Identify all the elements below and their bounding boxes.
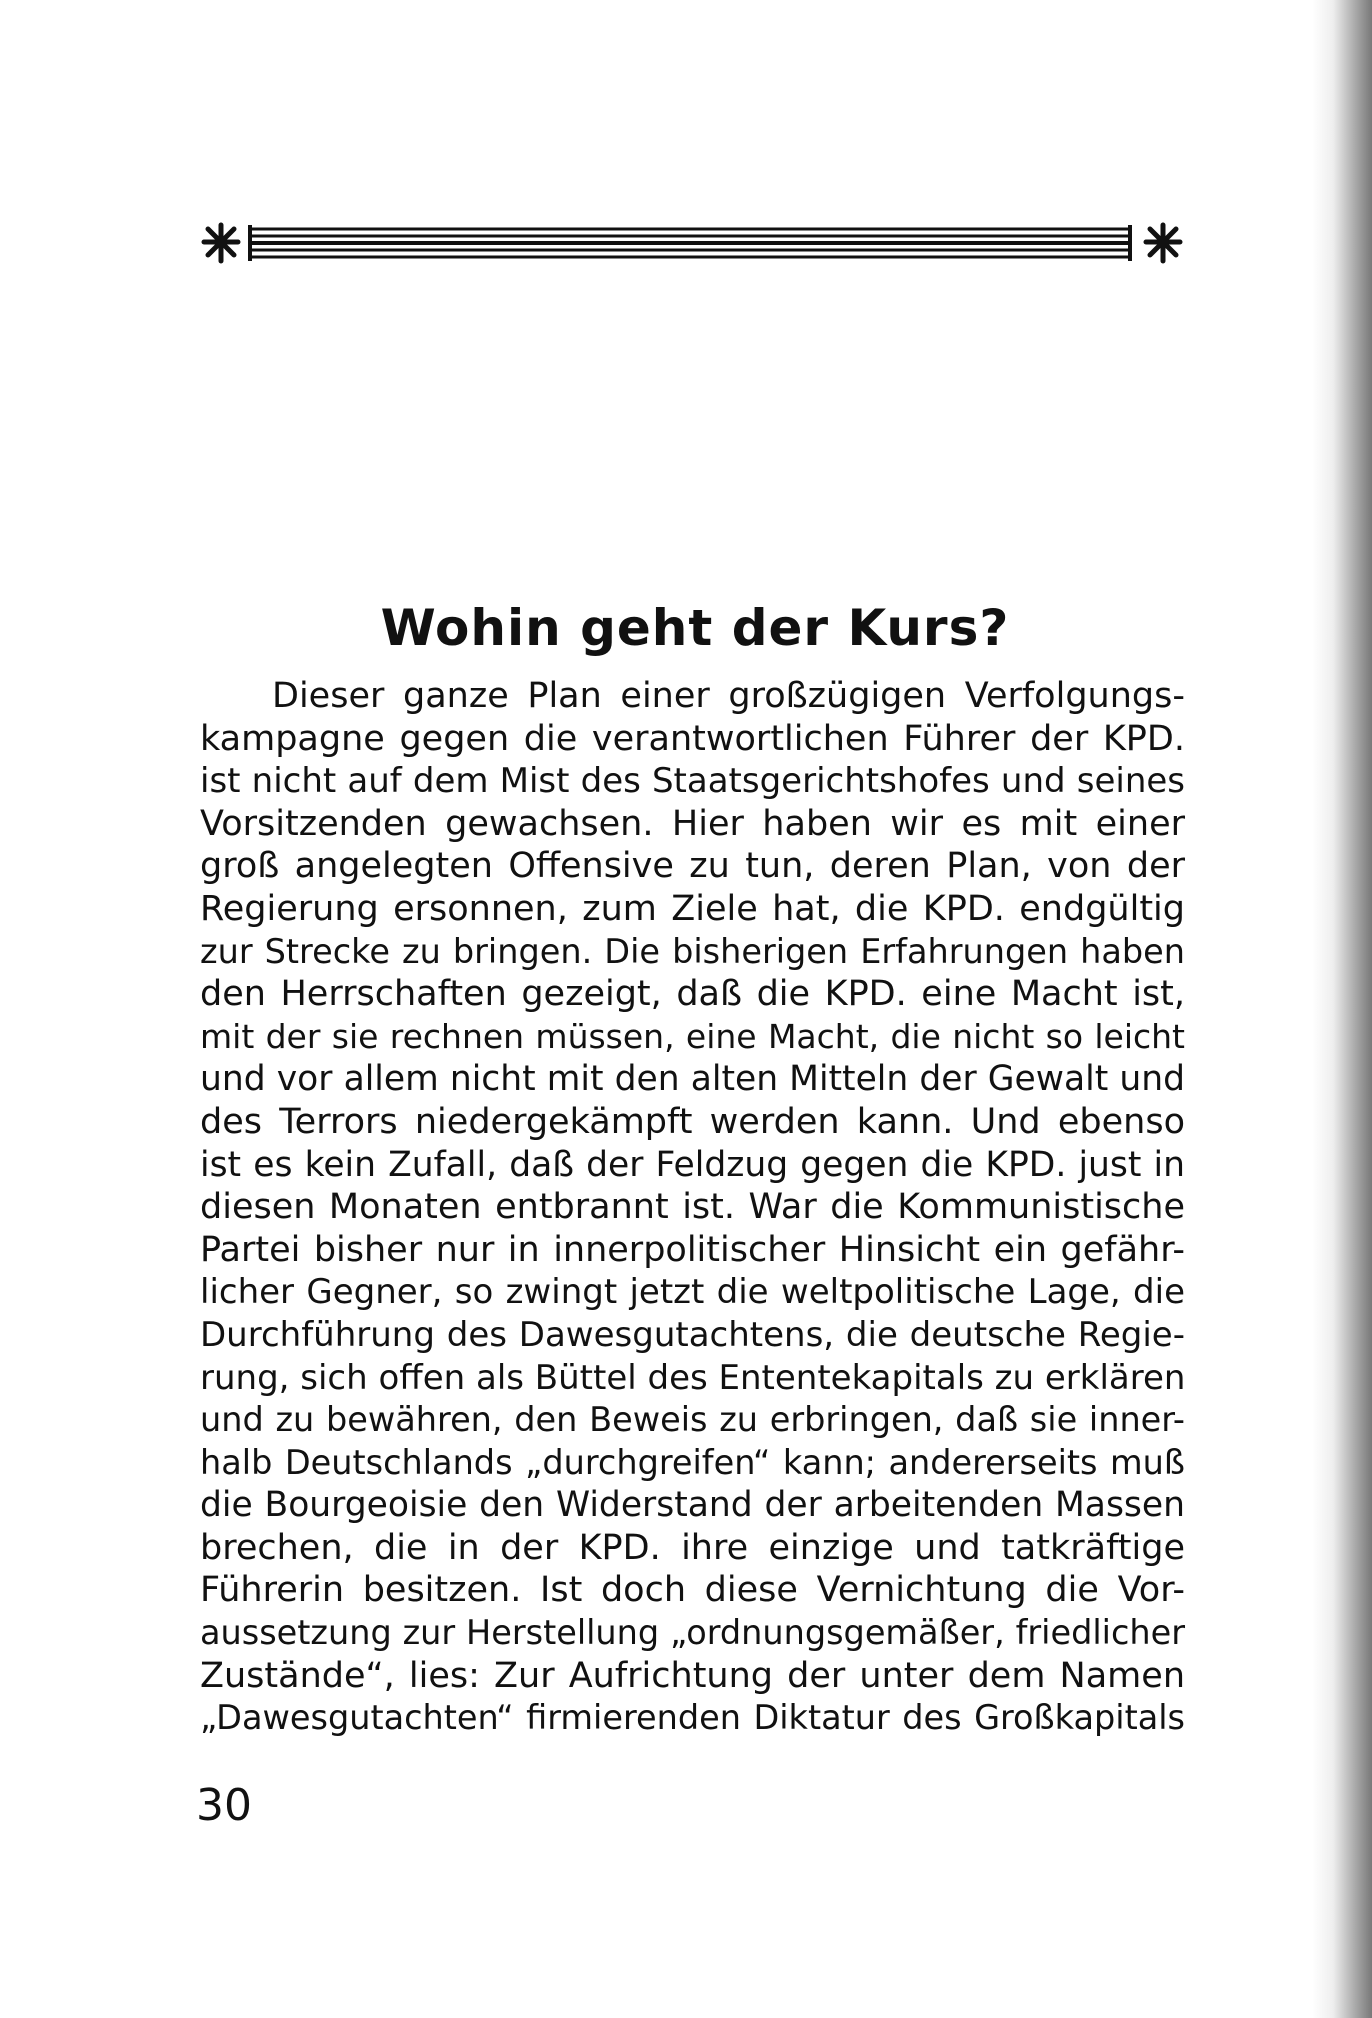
text-line: Zustände“, lies: Zur Aufrichtung der unter dem Namen: [200, 1655, 1185, 1696]
text-line: Durchführung des Dawesgutachtens, die deutsche Regie-: [200, 1314, 1185, 1355]
text-line: und zu bewähren, den Beweis zu erbringen, daß sie inner-: [200, 1400, 1185, 1440]
text-line: Vorsitzenden gewachsen. Hier haben wir es mit einer: [200, 803, 1185, 844]
text-line: ist es kein Zufall, daß der Feldzug gegen die KPD. just in: [200, 1144, 1185, 1185]
text-line: kampagne gegen die verantwortlichen Führer der KPD.: [200, 718, 1185, 759]
text-line: Partei bisher nur in innerpolitischer Hinsicht ein gefähr-: [200, 1229, 1185, 1270]
text-line: licher Gegner, so zwingt jetzt die weltpolitische Lage, die: [200, 1272, 1185, 1313]
text-line: ist nicht auf dem Mist des Staatsgerichtshofes und seines: [200, 761, 1185, 802]
scan-edge-shadow: [1312, 0, 1372, 2018]
text-line: mit der sie rechnen müssen, eine Macht, die nicht so leicht: [200, 1016, 1185, 1056]
body-paragraph: [200, 675, 1185, 1740]
text-line: und vor allem nicht mit den alten Mitteln der Gewalt und: [200, 1059, 1185, 1100]
text-line: brechen, die in der KPD. ihre einzige und tatkräftige: [200, 1527, 1185, 1568]
star-ornament-left-icon: [204, 225, 238, 261]
star-ornament-right-icon: [1146, 225, 1180, 261]
text-line: Führerin besitzen. Ist doch diese Vernichtung die Vor-: [200, 1570, 1185, 1611]
text-line: den Herrschaften gezeigt, daß die KPD. eine Macht ist,: [200, 974, 1185, 1015]
text-line: aussetzung zur Herstellung „ordnungsgemäßer, friedlicher: [200, 1613, 1185, 1653]
text-line: rung, sich offen als Büttel des Ententekapitals zu erklären: [200, 1357, 1186, 1398]
text-line: des Terrors niedergekämpft werden kann. Und ebenso: [200, 1101, 1185, 1142]
text-line: die Bourgeoisie den Widerstand der arbeitenden Massen: [200, 1485, 1185, 1526]
chapter-title: Wohin geht der Kurs?: [380, 599, 1010, 657]
text-line: diesen Monaten entbrannt ist. War die Kommunistische: [200, 1187, 1185, 1228]
text-line: groß angelegten Offensive zu tun, deren Plan, von der: [200, 846, 1185, 887]
decorative-rule-ornament: [200, 215, 1190, 271]
text-line: zur Strecke zu bringen. Die bisherigen Erfahrungen haben: [200, 931, 1185, 971]
page-number: 30: [196, 1780, 252, 1831]
text-line: Regierung ersonnen, zum Ziele hat, die KPD. endgültig: [200, 888, 1185, 929]
text-line: „Dawesgutachten“ firmierenden Diktatur des Großkapitals: [200, 1698, 1185, 1738]
text-line: halb Deutschlands „durchgreifen“ kann; andererseits muß: [200, 1442, 1185, 1482]
text-line: Dieser ganze Plan einer großzügigen Verfolgungs-: [272, 676, 1185, 716]
